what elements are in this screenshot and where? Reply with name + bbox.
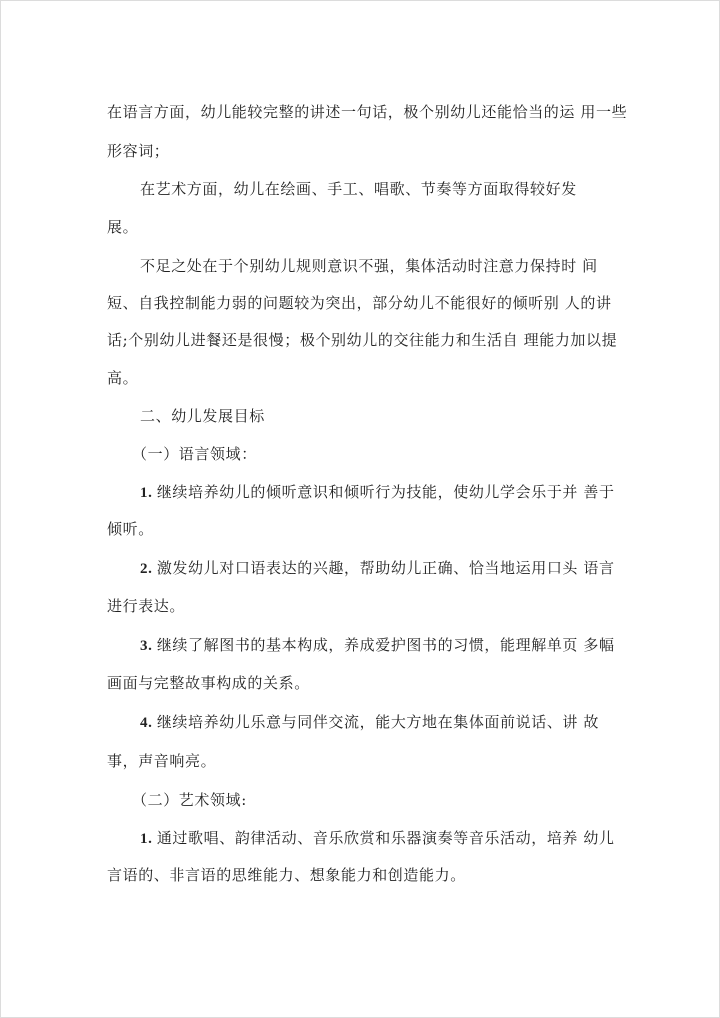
section-heading-goals: 二、幼儿发展目标	[140, 407, 265, 425]
item-number: 1.	[140, 485, 157, 501]
goal-item-3-line-2: 画面与完整故事构成的关系。	[107, 674, 310, 692]
item-number: 2.	[140, 561, 157, 577]
paragraph-shortcomings-line-2: 短、自我控制能力弱的问题较为突出，部分幼儿不能很好的倾听别 人的讲	[107, 294, 612, 312]
paragraph-shortcomings-line-3: 话;个别幼儿进餐还是很慢；极个别幼儿的交往能力和生活自 理能力加以提	[107, 331, 618, 349]
goal-item-2-line-1: 2. 激发幼儿对口语表达的兴趣，帮助幼儿正确、恰当地运用口头 语言	[140, 559, 615, 577]
item-number: 3.	[140, 638, 157, 654]
goal-item-1-line-2: 倾听。	[107, 520, 154, 538]
subsection-heading-language: （一）语言领域：	[132, 445, 257, 463]
art-goal-item-1-line-1: 1. 通过歌唱、韵律活动、音乐欣赏和乐器演奏等音乐活动，培养 幼儿	[140, 829, 615, 847]
paragraph-art-line-2: 展。	[107, 218, 139, 236]
item-number: 1.	[140, 831, 157, 847]
goal-item-4-line-2: 事，声音响亮。	[107, 752, 217, 770]
goal-item-4-line-1: 4. 继续培养幼儿乐意与同伴交流，能大方地在集体面前说话、讲 故	[140, 713, 599, 731]
paragraph-language-line-1: 在语言方面，幼儿能较完整的讲述一句话，极个别幼儿还能恰当的运 用一些	[107, 103, 628, 121]
paragraph-shortcomings-line-4: 高。	[107, 369, 139, 387]
item-number: 4.	[140, 715, 157, 731]
art-goal-item-1-line-2: 言语的、非言语的思维能力、想象能力和创造能力。	[107, 866, 466, 884]
goal-item-3-line-1: 3. 继续了解图书的基本构成，养成爱护图书的习惯，能理解单页 多幅	[140, 636, 615, 654]
paragraph-language-line-2: 形容词；	[107, 142, 170, 160]
paragraph-shortcomings-line-1: 不足之处在于个别幼儿规则意识不强，集体活动时注意力保持时 间	[140, 257, 598, 275]
goal-item-2-line-2: 进行表达。	[107, 597, 186, 615]
subsection-heading-art: （二）艺术领域:	[132, 791, 247, 809]
paragraph-art-line-1: 在艺术方面，幼儿在绘画、手工、唱歌、节奏等方面取得较好发	[140, 180, 577, 198]
goal-item-1-line-1: 1. 继续培养幼儿的倾听意识和倾听行为技能，使幼儿学会乐于并 善于	[140, 483, 615, 501]
